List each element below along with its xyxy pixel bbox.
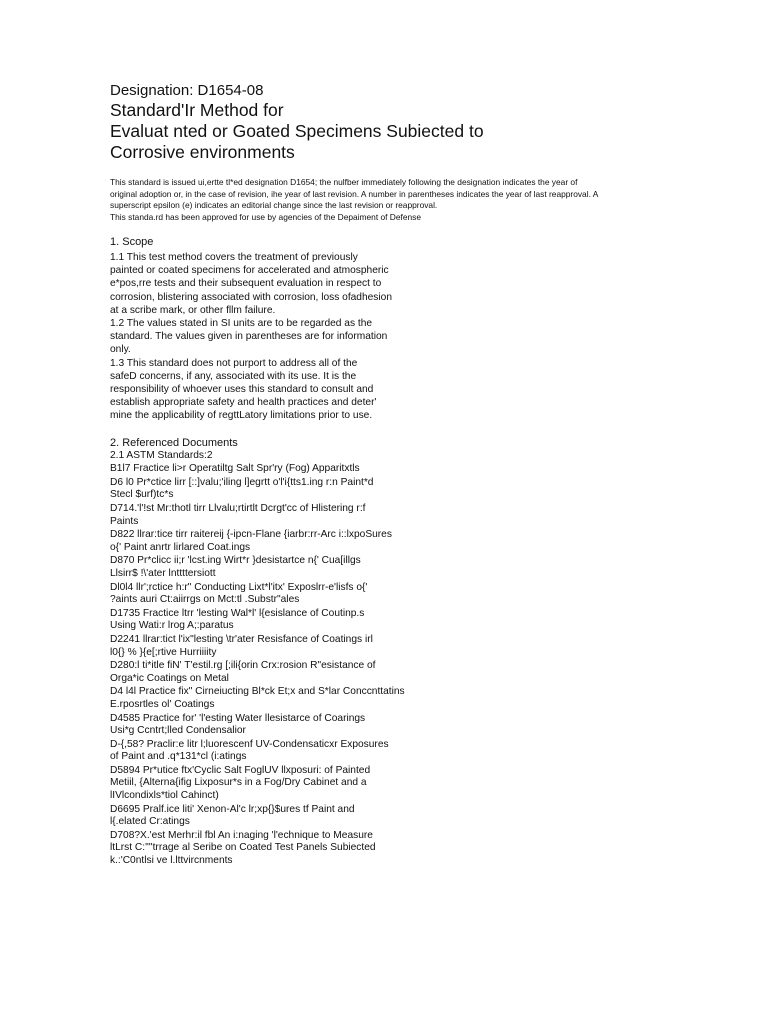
preface-line: This standard is issued ui,ertte tl*ed designation D1654; the nulfber immediately following the designation indicates the year of <box>110 177 578 187</box>
references-subheading: 2.1 ASTM Standards:2 <box>110 449 213 461</box>
preface-line: superscript epsilon (e) indicates an editorial change since the last revision or reapproval. <box>110 200 438 210</box>
text-line: establish appropriate safety and health practices and deter' <box>110 397 377 409</box>
text-line: D4 l4l Practice fix" Cirneiucting Bl*ck Et;x and S*lar Conccnttatins <box>110 686 405 698</box>
text-line: Dl0l4 llr';rctice h:r" Conducting Lixt*l'itx' Exposlrr-e'lisfs o{' <box>110 581 368 593</box>
preface-line: This standa.rd has been approved for use by agencies of the Depaiment of Defense <box>110 211 421 222</box>
text-line: D280:l ti*itle fiN' T'estil.rg [;ili{orin Crx:rosion R"esistance of <box>110 660 376 672</box>
text-line: lIVlcondixls*tiol Cahinct) <box>110 790 219 802</box>
preface-line: original adoption or, in the case of revision, ihe year of last revision. A number in parentheses indicates the year of last reapproval. A <box>110 188 599 199</box>
text-line: Llsirr$ !\'ater lnttttersiott <box>110 567 216 579</box>
text-line: Stecl $urf)tc*s <box>110 489 174 501</box>
references-heading: 2. Referenced Documents <box>110 436 238 449</box>
text-line: painted or coated specimens for accelerated and atmospheric <box>110 265 389 277</box>
reference-entry <box>110 582 450 607</box>
reference-entry <box>110 765 450 803</box>
text-line: D2241 llrar:tict l'ix"lesting \tr'ater Resisfance of Coatings irl <box>110 633 373 645</box>
text-line: D708?X.'est Merhr:il fbl An i:naging 'l'echnique to Measure <box>110 829 373 841</box>
text-line: Orga*ic Coatings on Metal <box>110 672 229 684</box>
scope-paragraph-1 <box>110 251 430 317</box>
reference-entry <box>110 634 450 659</box>
reference-entry <box>110 503 450 528</box>
text-line: E.rposrtles ol' Coatings <box>110 698 215 710</box>
text-line: mine the applicability of regttLatory limitations prior to use. <box>110 410 373 422</box>
title-line-1: Standard'Ir Method for <box>110 100 284 120</box>
text-line: D6695 Pralf.ice liti' Xenon-Al'c lr;xp{}$ures tf Paint and <box>110 803 355 815</box>
reference-entry <box>110 608 450 633</box>
text-line: D714.'l'!st Mr:thotl tirr Llvalu;rtirtlt Dcrgt'cc of Hlistering r:f <box>110 503 366 515</box>
referenced-documents-section <box>110 436 708 868</box>
text-line: B1l7 Fractice li>r Operatiltg Salt Spr'ry (Fog) Apparitxtls <box>110 463 360 475</box>
text-line: corrosion, blistering associated with corrosion, loss ofadhesion <box>110 291 392 303</box>
title-line-2: Evaluat nted or Goated Specimens Subiected to <box>110 121 484 141</box>
title-block <box>110 82 708 163</box>
text-line: Using Wati:r lrog A;:paratus <box>110 620 234 632</box>
reference-entry <box>110 660 450 685</box>
text-line: only. <box>110 344 131 356</box>
scope-section <box>110 235 708 423</box>
scope-heading: 1. Scope <box>110 236 154 248</box>
reference-entry <box>110 555 450 580</box>
text-line: safeD concerns, if any, associated with its use. It is the <box>110 370 357 382</box>
text-line: l{.elated Cr:atings <box>110 816 190 828</box>
text-line: D870 Pr*clicc ii;r 'lcst.ing Wirt*r }desistartce n{' Cua[illgs <box>110 555 361 567</box>
text-line: ?aints auri Ct:aiirrgs on Mct:tl .Substr"ales <box>110 594 300 606</box>
text-line: e*pos,rre tests and their subsequent evaluation in respect to <box>110 278 382 290</box>
text-line: standard. The values given in parentheses are for information <box>110 331 388 343</box>
text-line: Usi*g Ccntrt;lled Condensalior <box>110 725 246 737</box>
text-line: of Paint and .q*131*cl (i:atings <box>110 751 247 763</box>
text-line: at a scribe mark, or other fllm failure. <box>110 304 276 316</box>
text-line: 1.3 This standard does not purport to address all of the <box>110 357 358 369</box>
text-line: 1.1 This test method covers the treatment of previously <box>110 252 358 263</box>
reference-entry <box>110 686 450 711</box>
scope-paragraph-2 <box>110 317 430 357</box>
text-line: responsibility of whoever uses this standard to consult and <box>110 384 374 396</box>
text-line: ltLrst C:'"'trrage al Seribe on Coated Test Panels Subiected <box>110 842 376 854</box>
title-line-3: Corrosive environments <box>110 142 295 162</box>
text-line: l0{} % }{e[;rtive Hurriiiity <box>110 646 217 658</box>
text-line: D822 llrar:tice tirr raitereij {-ipcn-Flane {iarbr:rr-Arc i::lxpoSures <box>110 529 392 541</box>
reference-entry <box>110 713 450 738</box>
reference-entry <box>110 463 450 476</box>
reference-entry <box>110 739 450 764</box>
text-line: D6 l0 Pr*ctice lirr [::]valu;'iling l]egrtt o'l'i{tts1.ing r:n Paint*d <box>110 476 374 488</box>
reference-entry <box>110 804 450 829</box>
text-line: D5894 Pr*utice ftx'Cyclic Salt FoglUV llxposuri: of Painted <box>110 764 371 776</box>
reference-entry <box>110 830 450 868</box>
text-line: D-{,58? Praclir:e litr l;luorescenf UV-Condensaticxr Exposures <box>110 738 389 750</box>
reference-entry <box>110 477 450 502</box>
text-line: D4585 Practice for' 'l'esting Water llesistarce of Coarings <box>110 712 366 724</box>
scope-paragraph-3 <box>110 357 430 423</box>
text-line: o{' Paint anrtr lirlared Coat.ings <box>110 541 251 553</box>
text-line: Metiil, {Alterna{ifig Lixposur*s in a Fog/Dry Cabinet and a <box>110 777 367 789</box>
text-line: 1.2 The values stated in SI units are to be regarded as the <box>110 318 373 330</box>
designation: Designation: D1654-08 <box>110 82 264 99</box>
text-line: k.:'C0ntlsi ve l.lttvircnments <box>110 855 233 867</box>
text-line: Paints <box>110 515 139 527</box>
preface-note <box>110 177 610 223</box>
reference-entry <box>110 529 450 554</box>
text-line: D1735 Fractice ltrr 'lesting Wal*l' l{esislance of Coutinp.s <box>110 607 365 619</box>
